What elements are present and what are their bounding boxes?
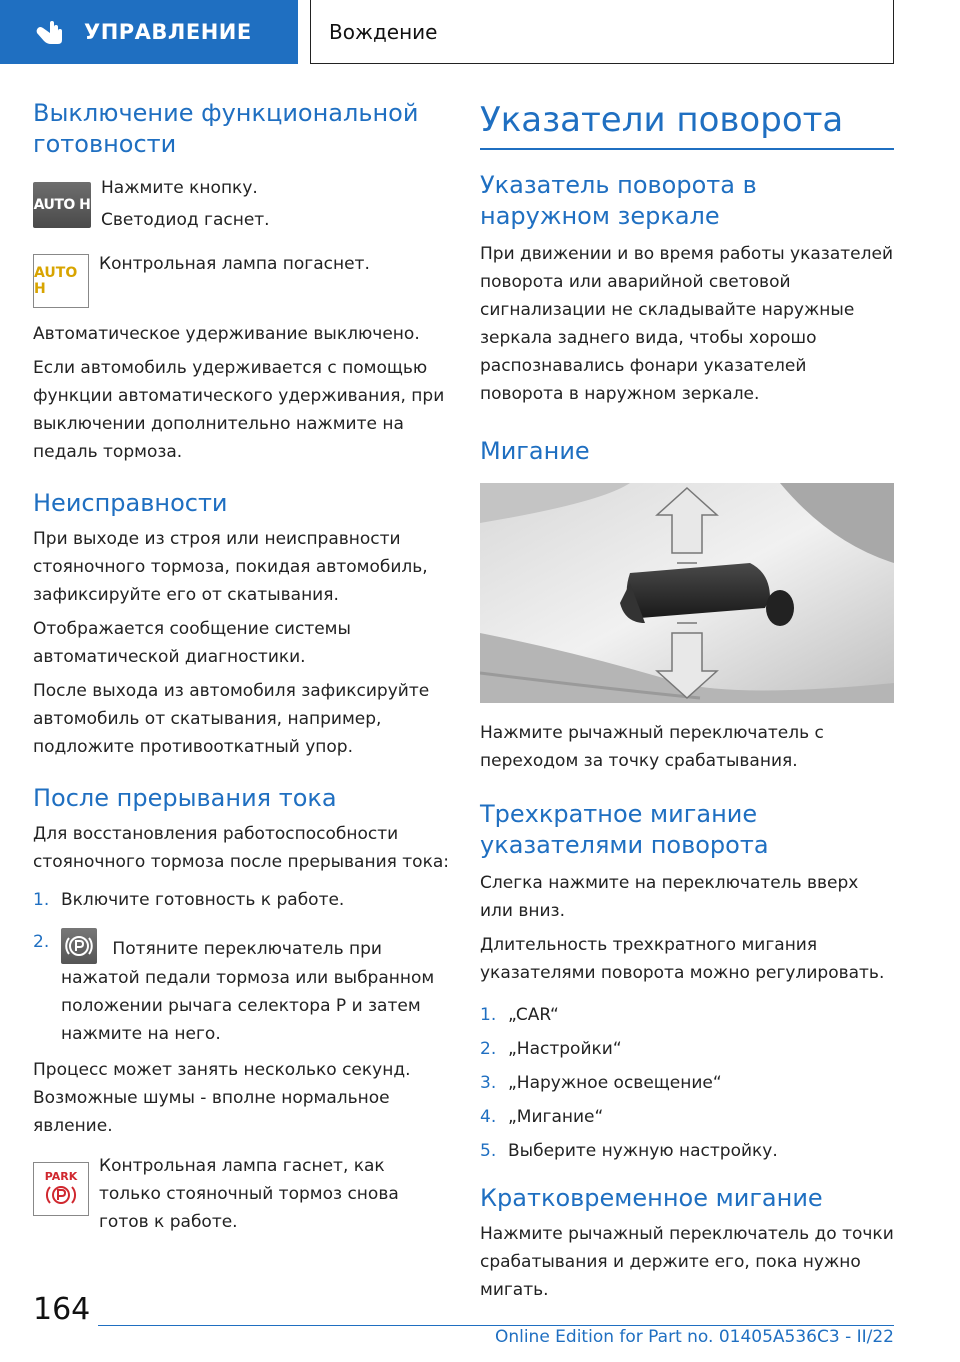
heading-triple-blink: Трехкратное мигание указателями поворота (480, 799, 769, 859)
faults-paragraph-2: Отображается сообщение системы автоматической диагностики. (33, 619, 351, 667)
park-lamp-note-text: Контрольная лампа гаснет, как только стояночный тормоз снова готов к работе. (99, 1156, 399, 1232)
park-lamp-row (33, 1152, 451, 1236)
auto-h-lamp-row (33, 250, 451, 308)
power-intro-text: Для восстановления работоспособности стояночного тормоза после прерывания тока: (33, 824, 449, 872)
page-number: 164 (33, 1292, 91, 1327)
auto-h-button-row (33, 174, 451, 234)
parking-brake-lamp-icon (44, 1183, 78, 1207)
heading-mirror-signal: Указатель поворота в наружном зеркале (480, 170, 757, 230)
if-held-text: Если автомобиль удерживается с помощью функции автоматического удерживания, при выключении дополнительно нажмите на педаль тормоза. (33, 358, 445, 462)
led-off-text: Светодиод гаснет. (101, 210, 270, 230)
heading-rule (480, 148, 894, 150)
chapter-tab (310, 0, 894, 64)
list-item: 5. Выберите нужную настройку. (480, 1140, 778, 1161)
faults-paragraph-1: При выходе из строя или неисправности стояночного тормоза, покидая автомобиль, зафиксируйте его от скатывания. (33, 529, 428, 605)
faults-paragraph-3: После выхода из автомобиля зафиксируйте автомобиль от скатывания, например, подложите противооткатный упор. (33, 681, 430, 757)
list-item: 1. „CAR“ (480, 1004, 559, 1025)
parking-brake-button-icon (61, 928, 97, 964)
brief-blink-text: Нажмите рычажный переключатель до точки срабатывания и держите его, пока нужно мигать. (480, 1223, 894, 1300)
turn-signal-lever-image (480, 483, 894, 703)
auto-h-button-icon: AUTO H (33, 182, 91, 228)
edition-text: Online Edition for Part no. 01405A536C3 - II/22 (494, 1327, 894, 1347)
power-steps-list (33, 886, 451, 1048)
list-item: 1. Включите готовность к работе. (33, 890, 345, 910)
blink-text: Нажмите рычажный переключатель с переходом за точку срабатывания. (480, 722, 824, 771)
mirror-signal-text: При движении и во время работы указателей поворота или аварийной световой сигнализации не складывайте наружные зеркала заднего вида, чтобы хорошо распознавались фонари указателей поворота в наружном зеркале. (480, 243, 893, 404)
footer-rule (98, 1325, 894, 1326)
lamp-off-text: Контрольная лампа погаснет. (99, 254, 370, 274)
heading-turn-signals: Указатели поворота (480, 100, 844, 140)
heading-blinking: Мигание (480, 436, 590, 465)
section-label: УПРАВЛЕНИЕ (84, 20, 252, 44)
triple-blink-text-1: Слегка нажмите на переключатель вверх или вниз. (480, 872, 859, 921)
steering-hand-icon (34, 19, 64, 47)
press-button-text: Нажмите кнопку. (101, 178, 258, 198)
section-tab (0, 0, 298, 64)
park-lamp-icon: PARK (33, 1162, 89, 1216)
list-item: 3. „Наружное освещение“ (480, 1072, 722, 1093)
auto-hold-off-text: Автоматическое удерживание выключено. (33, 324, 420, 344)
list-item: 2. Потяните переключатель при нажатой педали тормоза или выбранном положении рычага селектора P и затем нажмите на него. (33, 928, 451, 1048)
auto-h-lamp-icon: AUTO H (33, 254, 89, 308)
menu-steps-list (480, 1001, 894, 1165)
left-column (33, 98, 451, 1236)
process-note-text: Процесс может занять несколько секунд. Возможные шумы - вполне нормальное явление. (33, 1060, 411, 1136)
heading-brief-blink: Кратковременное мигание (480, 1183, 823, 1212)
heading-switch-off: Выключение функциональной готовности (33, 99, 419, 158)
heading-faults: Неисправности (33, 489, 228, 517)
chapter-label: Вождение (329, 19, 438, 44)
heading-power-loss: После прерывания тока (33, 784, 337, 812)
right-column (480, 98, 894, 1304)
list-item: 2. „Настройки“ (480, 1038, 622, 1059)
triple-blink-text-2: Длительность трехкратного мигания указателями поворота можно регулировать. (480, 934, 885, 983)
list-item: 4. „Мигание“ (480, 1106, 604, 1127)
